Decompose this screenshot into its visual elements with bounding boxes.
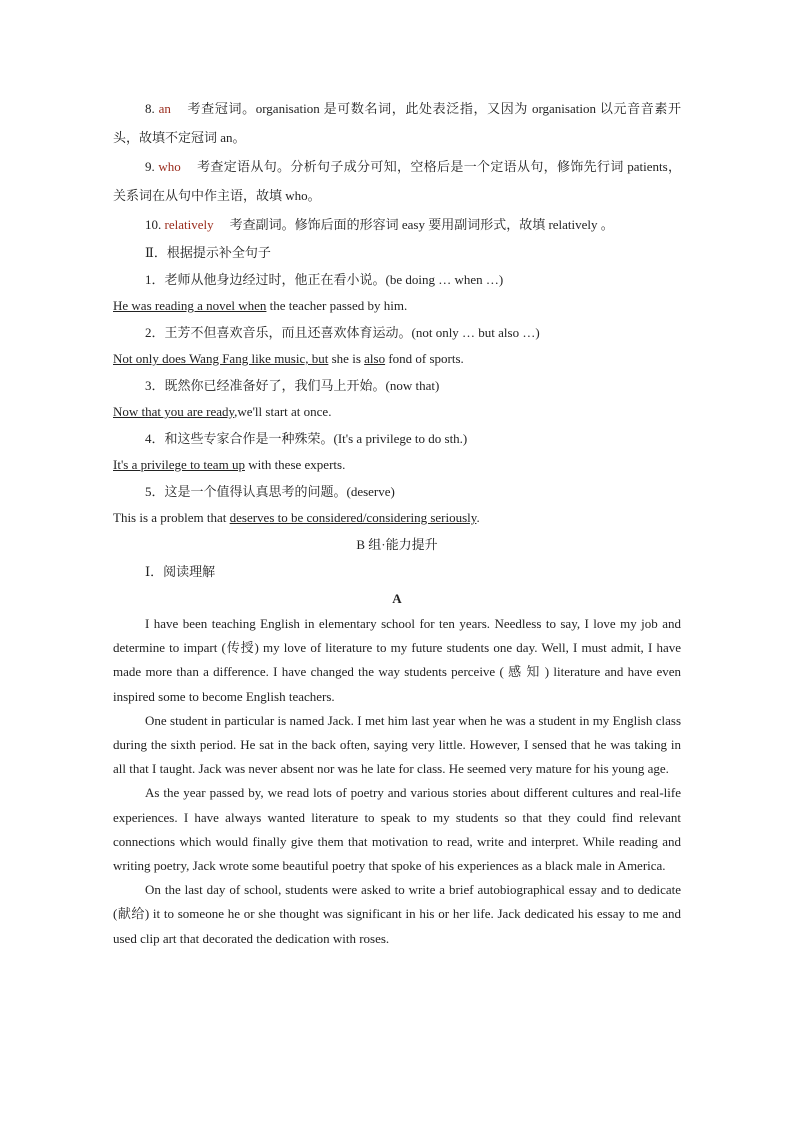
underlined-answer: Not only does Wang Fang like music, but — [113, 351, 329, 366]
paragraph-1: I have been teaching English in elementary school for ten years. Needless to say, I love my job and determine to impart (传授) my love of literature to my future students one day. Well, I must admit, I have made more than a difference. I have changed the way students perceive ( 感 知 ) literature and have even inspired some to become English teachers. — [113, 616, 681, 704]
passage-label: A — [392, 591, 402, 606]
answer-number: 8. — [145, 101, 155, 116]
answer-line-1 — [113, 293, 681, 319]
answer-rest-2: fond of sports. — [385, 351, 464, 366]
paragraph-2: One student in particular is named Jack. I met him last year when he was a student in my English class during the sixth period. He sat in the back often, saying very little. However, I sensed that he was taking in all that I taught. Jack was never absent nor was he late for class. He seemed very mature for his young age. — [113, 712, 681, 777]
question-1: 1．老师从他身边经过时，他正在看小说。(be doing … when …) — [145, 272, 504, 287]
answer-rest: . — [476, 510, 480, 525]
question-3: 3．既然你已经准备好了，我们马上开始。(now that) — [145, 378, 440, 393]
underlined-answer: deserves to be considered/considering seriously — [229, 510, 477, 525]
answer-word: relatively — [164, 217, 214, 232]
reading-section-title: Ⅰ．阅读理解 — [145, 564, 216, 579]
answer-word: who — [158, 159, 181, 174]
group-title: B 组·能力提升 — [356, 537, 438, 552]
answer-rest: with these experts. — [244, 457, 346, 472]
answer-explanation: 考查冠词。organisation 是可数名词，此处表泛指，又因为 organisation 以元音音素开头，故填不定冠词 an。 — [113, 101, 682, 145]
question-2: 2．王芳不但喜欢音乐，而且还喜欢体育运动。(not only … but also …) — [145, 325, 540, 340]
paragraph-4: On the last day of school, students were asked to write a brief autobiographical essay and to dedicate (献给) it to someone he or she thought was significant in his or her life. Jack dedicated his essay to me and used clip art that decorated the dedication with roses. — [113, 882, 681, 946]
answer-explanation: 考查副词。修饰后面的形容词 easy 要用副词形式，故填 relatively 。 — [229, 217, 614, 232]
answer-prefix: This is a problem that — [113, 510, 230, 525]
content — [113, 94, 681, 951]
answer-line-2 — [113, 346, 681, 372]
answer-10 — [113, 210, 681, 239]
answer-line-4 — [113, 452, 681, 478]
answer-rest: the teacher passed by him. — [266, 298, 408, 313]
paragraph-3: As the year passed by, we read lots of poetry and various stories about different cultures and real-life experiences. I have always wanted literature to speak to my students so that they could find relevant connections which would finally give them that motivation to read, write and interpret. While reading and writing poetry, Jack wrote some beautiful poetry that spoke of his experiences as a black male in America. — [113, 785, 681, 874]
answer-number: 10. — [145, 217, 162, 232]
answer-word: an — [158, 101, 171, 116]
question-5: 5．这是一个值得认真思考的问题。(deserve) — [145, 484, 395, 499]
answer-line-5 — [113, 505, 681, 531]
answer-9 — [113, 152, 681, 210]
underlined-answer: It's a privilege to team up — [113, 457, 245, 472]
underlined-answer-2: also — [364, 351, 386, 366]
section-title: Ⅱ．根据提示补全句子 — [145, 245, 271, 260]
answer-8 — [113, 94, 681, 152]
underlined-answer: Now that you are ready — [113, 404, 235, 419]
underlined-answer: He was reading a novel when — [113, 298, 267, 313]
answer-rest: she is — [328, 351, 365, 366]
question-4: 4．和这些专家合作是一种殊荣。(It's a privilege to do sth.) — [145, 431, 468, 446]
answer-rest: ,we'll start at once. — [234, 404, 332, 419]
answer-line-3 — [113, 399, 681, 425]
answer-explanation: 考查定语从句。分析句子成分可知，空格后是一个定语从句，修饰先行词 patients，关系词在从句中作主语，故填 who。 — [113, 159, 682, 203]
answer-number: 9. — [145, 159, 155, 174]
